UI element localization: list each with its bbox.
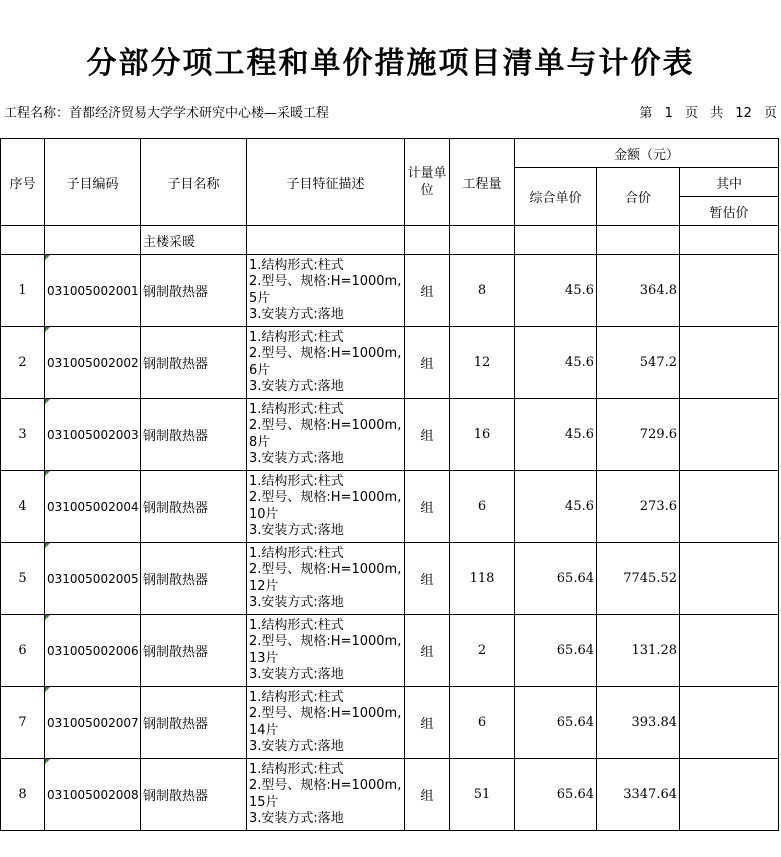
cell-seq: 1	[1, 255, 45, 327]
desc-line: 14片	[249, 722, 279, 738]
desc-line: 3.安装方式:落地	[249, 523, 344, 538]
project-info	[4, 102, 329, 121]
cell-desc	[247, 543, 405, 615]
table-row	[1, 471, 779, 543]
desc-line: 2.型号、规格:H=1000m,	[249, 706, 402, 721]
page-title: 分部分项工程和单价措施项目清单与计价表	[86, 46, 695, 81]
cell-code: 031005002008	[45, 759, 141, 831]
cell-unit: 组	[405, 687, 450, 759]
desc-line: 15片	[249, 794, 279, 810]
cell-total: 3347.64	[597, 759, 680, 831]
cell-total: 131.28	[597, 615, 680, 687]
cell-unit: 组	[405, 471, 450, 543]
cell-code: 031005002001	[45, 255, 141, 327]
cell-qty: 6	[450, 471, 515, 543]
cell-code: 031005002004	[45, 471, 141, 543]
desc-line: 3.安装方式:落地	[249, 739, 344, 754]
table-row	[1, 399, 779, 471]
document-meta	[4, 102, 777, 120]
desc-line: 2.型号、规格:H=1000m,	[249, 274, 402, 289]
header-amount: 金额（元）	[515, 139, 779, 168]
cell-name: 钢制散热器	[141, 255, 247, 327]
table-header	[1, 139, 779, 226]
cell-provisional	[680, 687, 779, 759]
desc-line: 3.安装方式:落地	[249, 307, 344, 322]
cell-name: 钢制散热器	[141, 615, 247, 687]
cell-unit-price: 45.6	[515, 471, 597, 543]
desc-line: 3.安装方式:落地	[249, 667, 344, 682]
table-row	[1, 255, 779, 327]
cell-code: 031005002003	[45, 399, 141, 471]
table-row	[1, 687, 779, 759]
table-row	[1, 327, 779, 399]
header-code: 子目编码	[45, 139, 141, 226]
cell-total: 273.6	[597, 471, 680, 543]
cell-desc	[247, 615, 405, 687]
section-cell-provisional	[680, 226, 779, 255]
cell-provisional	[680, 543, 779, 615]
table-body	[1, 226, 779, 831]
desc-line: 1.结构形式:柱式	[249, 329, 344, 345]
pager-total-prefix: 共	[710, 105, 724, 121]
pager-total-suffix: 页	[763, 105, 777, 121]
cell-unit: 组	[405, 543, 450, 615]
header-unit: 计量单位	[405, 139, 450, 226]
header-total: 合价	[597, 168, 680, 226]
cell-unit-price: 65.64	[515, 759, 597, 831]
pager-prefix: 第	[639, 105, 653, 121]
cell-qty: 12	[450, 327, 515, 399]
section-cell-unit	[405, 226, 450, 255]
desc-line: 1.结构形式:柱式	[249, 761, 344, 777]
cell-desc	[247, 759, 405, 831]
cell-desc	[247, 471, 405, 543]
cell-name: 钢制散热器	[141, 471, 247, 543]
desc-line: 3.安装方式:落地	[249, 451, 344, 466]
cell-name: 钢制散热器	[141, 687, 247, 759]
header-provisional: 暂估价	[680, 197, 779, 226]
cell-qty: 118	[450, 543, 515, 615]
section-cell-unit-price	[515, 226, 597, 255]
desc-line: 3.安装方式:落地	[249, 379, 344, 394]
cell-total: 364.8	[597, 255, 680, 327]
cell-unit: 组	[405, 399, 450, 471]
cell-name: 钢制散热器	[141, 399, 247, 471]
cell-desc	[247, 327, 405, 399]
section-cell-desc	[247, 226, 405, 255]
cell-qty: 51	[450, 759, 515, 831]
desc-line: 2.型号、规格:H=1000m,	[249, 346, 402, 361]
cell-provisional	[680, 759, 779, 831]
cell-seq: 4	[1, 471, 45, 543]
cell-seq: 5	[1, 543, 45, 615]
pager-current: 1	[664, 105, 673, 121]
desc-line: 2.型号、规格:H=1000m,	[249, 562, 402, 577]
cell-code: 031005002007	[45, 687, 141, 759]
cell-name: 钢制散热器	[141, 543, 247, 615]
cell-unit-price: 65.64	[515, 615, 597, 687]
cell-qty: 2	[450, 615, 515, 687]
cell-unit: 组	[405, 615, 450, 687]
bill-table	[0, 138, 779, 831]
desc-line: 3.安装方式:落地	[249, 811, 344, 826]
table-row	[1, 759, 779, 831]
header-desc: 子目特征描述	[247, 139, 405, 226]
section-cell-seq	[1, 226, 45, 255]
desc-line: 12片	[249, 578, 279, 594]
pager-total: 12	[735, 105, 752, 121]
section-cell-code	[45, 226, 141, 255]
cell-unit-price: 65.64	[515, 687, 597, 759]
desc-line: 1.结构形式:柱式	[249, 689, 344, 705]
desc-line: 1.结构形式:柱式	[249, 401, 344, 417]
desc-line: 2.型号、规格:H=1000m,	[249, 634, 402, 649]
desc-line: 3.安装方式:落地	[249, 595, 344, 610]
cell-unit-price: 45.6	[515, 255, 597, 327]
cell-seq: 3	[1, 399, 45, 471]
cell-name: 钢制散热器	[141, 759, 247, 831]
cell-total: 7745.52	[597, 543, 680, 615]
cell-desc	[247, 399, 405, 471]
cell-provisional	[680, 327, 779, 399]
cell-seq: 7	[1, 687, 45, 759]
header-name: 子目名称	[141, 139, 247, 226]
desc-line: 5片	[249, 290, 271, 306]
page-indicator	[631, 102, 777, 121]
desc-line: 2.型号、规格:H=1000m,	[249, 490, 402, 505]
cell-unit: 组	[405, 255, 450, 327]
cell-unit-price: 45.6	[515, 399, 597, 471]
cell-provisional	[680, 399, 779, 471]
table-row	[1, 543, 779, 615]
desc-line: 13片	[249, 650, 279, 666]
section-title: 主楼采暖	[141, 226, 247, 255]
desc-line: 1.结构形式:柱式	[249, 473, 344, 489]
cell-code: 031005002006	[45, 615, 141, 687]
header-qty: 工程量	[450, 139, 515, 226]
section-row	[1, 226, 779, 255]
desc-line: 2.型号、规格:H=1000m,	[249, 418, 402, 433]
header-seq: 序号	[1, 139, 45, 226]
cell-seq: 6	[1, 615, 45, 687]
cell-unit-price: 65.64	[515, 543, 597, 615]
cell-provisional	[680, 471, 779, 543]
cell-provisional	[680, 255, 779, 327]
cell-code: 031005002005	[45, 543, 141, 615]
desc-line: 1.结构形式:柱式	[249, 617, 344, 633]
cell-code: 031005002002	[45, 327, 141, 399]
cell-total: 547.2	[597, 327, 680, 399]
cell-qty: 6	[450, 687, 515, 759]
cell-unit-price: 45.6	[515, 327, 597, 399]
cell-seq: 8	[1, 759, 45, 831]
section-cell-qty	[450, 226, 515, 255]
header-unit-price: 综合单价	[515, 168, 597, 226]
desc-line: 8片	[249, 434, 271, 450]
table-row	[1, 615, 779, 687]
cell-name: 钢制散热器	[141, 327, 247, 399]
cell-desc	[247, 687, 405, 759]
cell-unit: 组	[405, 327, 450, 399]
cell-unit: 组	[405, 759, 450, 831]
project-label: 工程名称：	[4, 105, 70, 121]
pager-page-word: 页	[684, 105, 698, 121]
project-name: 首都经济贸易大学学术研究中心楼—采暖工程	[69, 105, 330, 121]
cell-total: 393.84	[597, 687, 680, 759]
cell-qty: 16	[450, 399, 515, 471]
desc-line: 10片	[249, 506, 279, 522]
cell-seq: 2	[1, 327, 45, 399]
cell-qty: 8	[450, 255, 515, 327]
desc-line: 2.型号、规格:H=1000m,	[249, 778, 402, 793]
cell-total: 729.6	[597, 399, 680, 471]
desc-line: 1.结构形式:柱式	[249, 257, 344, 273]
desc-line: 6片	[249, 362, 271, 378]
cell-provisional	[680, 615, 779, 687]
desc-line: 1.结构形式:柱式	[249, 545, 344, 561]
header-of-which: 其中	[680, 168, 779, 197]
section-cell-total	[597, 226, 680, 255]
cell-desc	[247, 255, 405, 327]
